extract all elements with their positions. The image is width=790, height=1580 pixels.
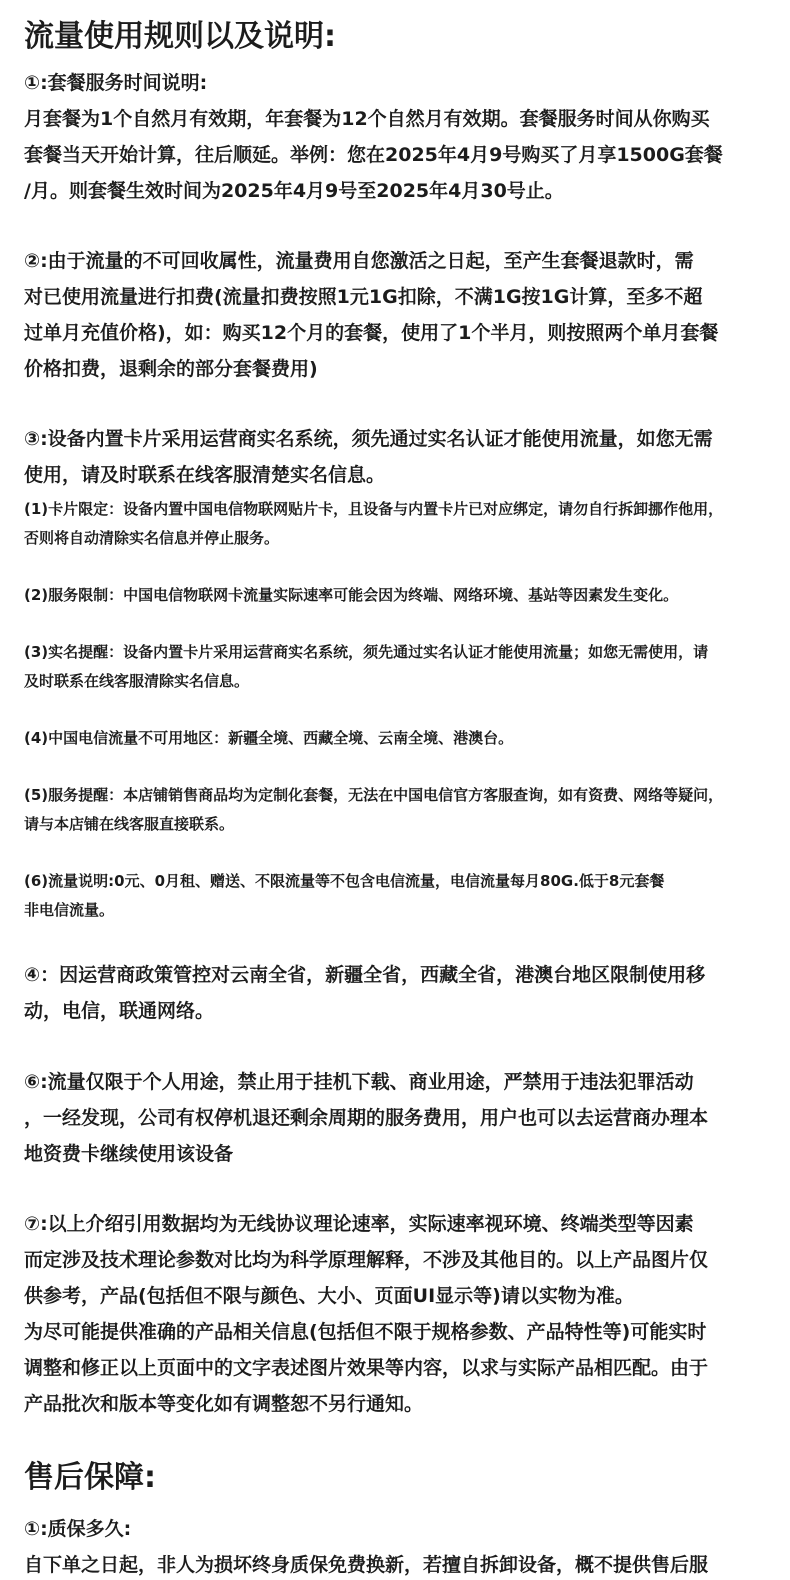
- note-1-line-2: 否则将自动清除实名信息并停止服务。: [24, 529, 280, 547]
- section-4-line-1: ④：因运营商政策管控对云南全省，新疆全省，西藏全省，港澳台地区限制使用移: [24, 964, 706, 986]
- note-2-line-1: (2)服务限制：中国电信物联网卡流量实际速率可能会因为终端、网络环境、基站等因素发生变化。: [24, 586, 679, 604]
- section-7-line-6: 产品批次和版本等变化如有调整恕不另行通知。: [24, 1393, 424, 1415]
- section-1-heading: ①:套餐服务时间说明:: [24, 72, 208, 94]
- note-6-line-1: (6)流量说明:0元、0月租、赠送、不限流量等不包含电信流量，电信流量每月80G.低于8元套餐: [24, 872, 665, 890]
- note-3-line-1: (3)实名提醒：设备内置卡片采用运营商实名系统，须先通过实名认证才能使用流量；如您无需使用，请: [24, 643, 709, 661]
- note-5-line-1: (5)服务提醒：本店铺销售商品均为定制化套餐，无法在中国电信官方客服查询，如有资费、网络等疑问，: [24, 786, 724, 804]
- note-6-line-2: 非电信流量。: [24, 901, 115, 919]
- note-1-line-1: (1)卡片限定：设备内置中国电信物联网贴片卡，且设备与内置卡片已对应绑定，请勿自行拆卸挪作他用，: [24, 500, 724, 518]
- after-sales-1-heading: ①:质保多久:: [24, 1518, 132, 1540]
- note-3-line-2: 及时联系在线客服清除实名信息。: [24, 672, 250, 690]
- section-3-line-1: ③:设备内置卡片采用运营商实名系统，须先通过实名认证才能使用流量，如您无需: [24, 428, 713, 450]
- section-6-line-3: 地资费卡继续使用该设备: [24, 1143, 234, 1165]
- section-3-line-2: 使用，请及时联系在线客服清楚实名信息。: [24, 464, 386, 486]
- section-6-line-2: ，一经发现，公司有权停机退还剩余周期的服务费用，用户也可以去运营商办理本: [24, 1107, 709, 1129]
- section-6-line-1: ⑥:流量仅限于个人用途，禁止用于挂机下载、商业用途，严禁用于违法犯罪活动: [24, 1071, 694, 1093]
- section-4-line-2: 动，电信，联通网络。: [24, 1000, 215, 1022]
- note-4-line-1: (4)中国电信流量不可用地区：新疆全境、西藏全境、云南全境、港澳台。: [24, 729, 514, 747]
- after-sales-1-line-1: 自下单之日起，非人为损坏终身质保免费换新，若擅自拆卸设备，概不提供售后服: [24, 1554, 709, 1576]
- section-7-line-2: 而定涉及技术理论参数对比均为科学原理解释，不涉及其他目的。以上产品图片仅: [24, 1249, 709, 1271]
- section-2-line-1: ②:由于流量的不可回收属性，流量费用自您激活之日起，至产生套餐退款时，需: [24, 250, 694, 272]
- section-2-line-3: 过单月充值价格)，如：购买12个月的套餐，使用了1个半月，则按照两个单月套餐: [24, 322, 719, 344]
- section-7-line-4: 为尽可能提供准确的产品相关信息(包括但不限于规格参数、产品特性等)可能实时: [24, 1321, 707, 1343]
- section-7-line-1: ⑦:以上介绍引用数据均为无线协议理论速率，实际速率视环境、终端类型等因素: [24, 1213, 694, 1235]
- section-7-line-3: 供参考，产品(包括但不限与颜色、大小、页面UI显示等)请以实物为准。: [24, 1285, 634, 1307]
- section-7-line-5: 调整和修正以上页面中的文字表述图片效果等内容，以求与实际产品相匹配。由于: [24, 1357, 709, 1379]
- section-1-line-3: /月。则套餐生效时间为2025年4月9号至2025年4月30号止。: [24, 180, 564, 202]
- section-2-line-2: 对已使用流量进行扣费(流量扣费按照1元1G扣除，不满1G按1G计算，至多不超: [24, 286, 703, 308]
- rules-title: 流量使用规则以及说明:: [24, 19, 336, 54]
- note-5-line-2: 请与本店铺在线客服直接联系。: [24, 815, 235, 833]
- section-1-line-1: 月套餐为1个自然月有效期，年套餐为12个自然月有效期。套餐服务时间从你购买: [24, 108, 710, 130]
- section-1-line-2: 套餐当天开始计算，往后顺延。举例：您在2025年4月9号购买了月享1500G套餐: [24, 144, 723, 166]
- after-sales-title: 售后保障:: [24, 1460, 156, 1495]
- section-2-line-4: 价格扣费，退剩余的部分套餐费用): [24, 358, 318, 380]
